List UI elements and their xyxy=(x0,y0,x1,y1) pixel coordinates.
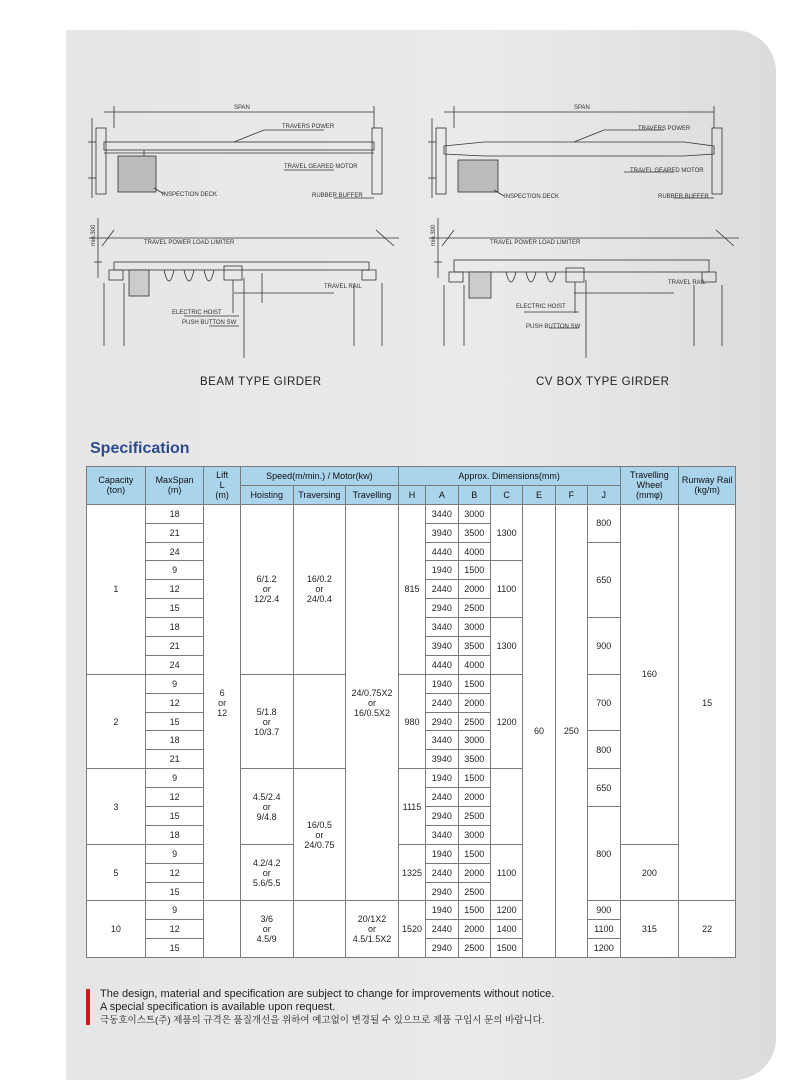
cell-h: 815 xyxy=(398,504,425,674)
header-capacity: Capacity (ton) xyxy=(87,467,146,505)
cell-span: 18 xyxy=(145,504,204,523)
cell-span: 24 xyxy=(145,655,204,674)
notice-accent-bar xyxy=(86,989,90,1025)
header-a: A xyxy=(426,485,458,504)
cell-span: 15 xyxy=(145,939,204,958)
cell-a: 1940 xyxy=(426,844,458,863)
label-travel-rail-right: TRAVEL RAIL xyxy=(668,280,706,286)
cell-h: 1520 xyxy=(398,901,425,958)
cell-a: 1940 xyxy=(426,901,458,920)
notice-line-korean: 극동호이스트(주) 제품의 규격은 품질개선을 위하여 예고없이 변경될 수 있으므로 제품 구입시 문의 바랍니다. xyxy=(100,1015,545,1026)
header-hoisting: Hoisting xyxy=(240,485,293,504)
cell-capacity: 3 xyxy=(87,769,146,845)
cell-b: 1500 xyxy=(458,844,490,863)
label-rubber-buffer-left: RUBBER BUFFER xyxy=(312,193,363,199)
cell-rail: 22 xyxy=(679,901,736,958)
cell-b: 2500 xyxy=(458,599,490,618)
cell-b: 2500 xyxy=(458,807,490,826)
cell-j: 650 xyxy=(588,542,620,618)
cell-e: 60 xyxy=(523,504,555,957)
cell-capacity: 1 xyxy=(87,504,146,674)
cell-span: 21 xyxy=(145,523,204,542)
cell-a: 4440 xyxy=(426,542,458,561)
header-c: C xyxy=(490,485,522,504)
label-span-left: SPAN xyxy=(234,105,250,111)
cell-hoisting: 3/6 or 4.5/9 xyxy=(240,901,293,958)
cell-a: 4440 xyxy=(426,655,458,674)
cell-b: 1500 xyxy=(458,674,490,693)
header-h: H xyxy=(398,485,425,504)
header-rail: Runway Rail (kg/m) xyxy=(679,467,736,505)
cell-c: 1200 xyxy=(490,674,522,768)
cell-a: 2440 xyxy=(426,693,458,712)
cell-hoisting: 5/1.8 or 10/3.7 xyxy=(240,674,293,768)
label-push-button-right: PUSH BUTTON SW xyxy=(526,324,581,330)
cell-b: 3500 xyxy=(458,523,490,542)
cell-b: 4000 xyxy=(458,542,490,561)
cell-a: 1940 xyxy=(426,769,458,788)
cell-span: 15 xyxy=(145,882,204,901)
cell-span: 18 xyxy=(145,618,204,637)
label-travers-power-left: TRAVERS POWER xyxy=(282,124,335,130)
beam-type-girder-title: BEAM TYPE GIRDER xyxy=(200,376,322,388)
cell-b: 2000 xyxy=(458,788,490,807)
cell-a: 2940 xyxy=(426,882,458,901)
cell-c: 1500 xyxy=(490,939,522,958)
label-travel-geared-motor-left: TRAVEL GEARED MOTOR xyxy=(284,164,358,170)
cell-j: 800 xyxy=(588,807,620,901)
header-speed: Speed(m/min.) / Motor(kw) xyxy=(240,467,398,486)
cell-span: 12 xyxy=(145,920,204,939)
cell-span: 18 xyxy=(145,731,204,750)
cell-c: 1300 xyxy=(490,504,522,561)
cell-j: 800 xyxy=(588,731,620,769)
cell-j: 700 xyxy=(588,674,620,731)
cell-span: 9 xyxy=(145,901,204,920)
cell-a: 2440 xyxy=(426,788,458,807)
cell-span: 9 xyxy=(145,674,204,693)
notice-line-2: A special specification is available upon request. xyxy=(100,1001,336,1013)
cell-a: 2940 xyxy=(426,599,458,618)
cell-b: 3000 xyxy=(458,731,490,750)
cell-span: 9 xyxy=(145,769,204,788)
label-travel-rail-left: TRAVEL RAIL xyxy=(324,284,362,290)
label-inspection-deck-left: INSPECTION DECK xyxy=(162,192,218,198)
cell-span: 12 xyxy=(145,863,204,882)
cell-span: 15 xyxy=(145,807,204,826)
table-row xyxy=(87,504,736,523)
label-load-limiter-left: TRAVEL POWER LOAD LIMITER xyxy=(144,240,235,246)
cell-a: 1940 xyxy=(426,674,458,693)
header-e: E xyxy=(523,485,555,504)
cell-span: 15 xyxy=(145,599,204,618)
notice-line-1: The design, material and specification are subject to change for improvements without notice. xyxy=(100,988,555,1000)
cell-j: 900 xyxy=(588,901,620,920)
cv-box-type-girder-diagram xyxy=(424,98,744,358)
cell-a: 3940 xyxy=(426,523,458,542)
header-b: B xyxy=(458,485,490,504)
cell-c: 1400 xyxy=(490,920,522,939)
label-electric-hoist-right: ELECTRIC HOIST xyxy=(516,304,566,310)
cell-wheel: 200 xyxy=(620,844,679,901)
label-travel-geared-motor-right: TRAVEL GEARED MOTOR xyxy=(630,168,704,174)
cell-b: 3500 xyxy=(458,750,490,769)
specification-title: Specification xyxy=(90,440,190,457)
cell-h: 1325 xyxy=(398,844,425,901)
cell-capacity: 2 xyxy=(87,674,146,768)
cell-b: 3000 xyxy=(458,504,490,523)
cell-rail: 15 xyxy=(679,504,736,901)
specification-table xyxy=(86,466,736,958)
cell-j: 1200 xyxy=(588,939,620,958)
cell-a: 2940 xyxy=(426,939,458,958)
cell-j: 900 xyxy=(588,618,620,675)
cell-wheel: 160 xyxy=(620,504,679,844)
label-rubber-buffer-right: RUBBER BUFFER xyxy=(658,194,709,200)
cell-b: 4000 xyxy=(458,655,490,674)
cell-span: 15 xyxy=(145,712,204,731)
header-travelling: Travelling xyxy=(346,485,399,504)
cell-span: 21 xyxy=(145,750,204,769)
cell-span: 9 xyxy=(145,561,204,580)
header-wheel: Travelling Wheel (mmφ) xyxy=(620,467,679,505)
cell-a: 2940 xyxy=(426,807,458,826)
cell-c: 1100 xyxy=(490,561,522,618)
beam-type-girder-diagram xyxy=(84,98,404,358)
header-maxspan: MaxSpan (m) xyxy=(145,467,204,505)
label-load-limiter-right: TRAVEL POWER LOAD LIMITER xyxy=(490,240,581,246)
label-electric-hoist-left: ELECTRIC HOIST xyxy=(172,310,222,316)
header-traversing: Traversing xyxy=(293,485,346,504)
header-dimensions: Approx. Dimensions(mm) xyxy=(398,467,620,486)
cell-b: 1500 xyxy=(458,561,490,580)
cell-capacity: 5 xyxy=(87,844,146,901)
cell-b: 2000 xyxy=(458,920,490,939)
cell-hoisting: 4.5/2.4 or 9/4.8 xyxy=(240,769,293,845)
cell-lift-empty xyxy=(204,901,240,958)
cell-a: 2440 xyxy=(426,863,458,882)
cell-j: 800 xyxy=(588,504,620,542)
cell-a: 2440 xyxy=(426,580,458,599)
cell-a: 3440 xyxy=(426,504,458,523)
cell-b: 2000 xyxy=(458,580,490,599)
cell-j: 1100 xyxy=(588,920,620,939)
cell-b: 2000 xyxy=(458,863,490,882)
header-lift: Lift L (m) xyxy=(204,467,240,505)
cell-a: 3940 xyxy=(426,637,458,656)
cell-a: 3940 xyxy=(426,750,458,769)
cell-wheel: 315 xyxy=(620,901,679,958)
cell-b: 2000 xyxy=(458,693,490,712)
notice-block xyxy=(100,988,554,1027)
cell-j: 650 xyxy=(588,769,620,807)
cell-h: 1115 xyxy=(398,769,425,845)
cell-b: 3500 xyxy=(458,637,490,656)
cell-a: 3440 xyxy=(426,825,458,844)
table-row xyxy=(87,844,736,863)
cell-span: 18 xyxy=(145,825,204,844)
cell-a: 2940 xyxy=(426,712,458,731)
cell-span: 24 xyxy=(145,542,204,561)
cell-c-empty xyxy=(490,769,522,845)
cell-c: 1300 xyxy=(490,618,522,675)
cv-box-type-girder-title: CV BOX TYPE GIRDER xyxy=(536,376,670,388)
cell-traversing: 16/0.5 or 24/0.75 xyxy=(293,769,346,901)
cell-travelling: 20/1X2 or 4.5/1.5X2 xyxy=(346,901,399,958)
cell-c: 1100 xyxy=(490,844,522,901)
label-push-button-left: PUSH BUTTON SW xyxy=(182,320,237,326)
cell-span: 9 xyxy=(145,844,204,863)
label-min300-right: min.300 xyxy=(431,224,437,246)
header-j: J xyxy=(588,485,620,504)
cell-f: 250 xyxy=(555,504,587,957)
cell-b: 3000 xyxy=(458,618,490,637)
cell-b: 2500 xyxy=(458,712,490,731)
cell-hoisting: 6/1.2 or 12/2.4 xyxy=(240,504,293,674)
cell-a: 3440 xyxy=(426,618,458,637)
header-f: F xyxy=(555,485,587,504)
cell-b: 3000 xyxy=(458,825,490,844)
cell-b: 2500 xyxy=(458,939,490,958)
cell-traversing-empty xyxy=(293,674,346,768)
label-span-right: SPAN xyxy=(574,105,590,111)
cell-a: 3440 xyxy=(426,731,458,750)
cell-c: 1200 xyxy=(490,901,522,920)
label-inspection-deck-right: INSPECTION DECK xyxy=(504,194,560,200)
cell-span: 12 xyxy=(145,788,204,807)
cell-a: 1940 xyxy=(426,561,458,580)
cell-b: 1500 xyxy=(458,901,490,920)
cell-hoisting: 4.2/4.2 or 5.6/5.5 xyxy=(240,844,293,901)
label-min300-left: min.300 xyxy=(91,224,97,246)
table-row xyxy=(87,901,736,920)
cell-traversing: 16/0.2 or 24/0.4 xyxy=(293,504,346,674)
cell-b: 1500 xyxy=(458,769,490,788)
cell-traversing-empty xyxy=(293,901,346,958)
cell-span: 12 xyxy=(145,693,204,712)
cell-lift: 6 or 12 xyxy=(204,504,240,901)
cell-span: 21 xyxy=(145,637,204,656)
cell-travelling: 24/0.75X2 or 16/0.5X2 xyxy=(346,504,399,901)
cell-capacity: 10 xyxy=(87,901,146,958)
cell-b: 2500 xyxy=(458,882,490,901)
cell-a: 2440 xyxy=(426,920,458,939)
cell-span: 12 xyxy=(145,580,204,599)
label-travers-power-right: TRAVERS POWER xyxy=(638,126,691,132)
cell-h: 980 xyxy=(398,674,425,768)
